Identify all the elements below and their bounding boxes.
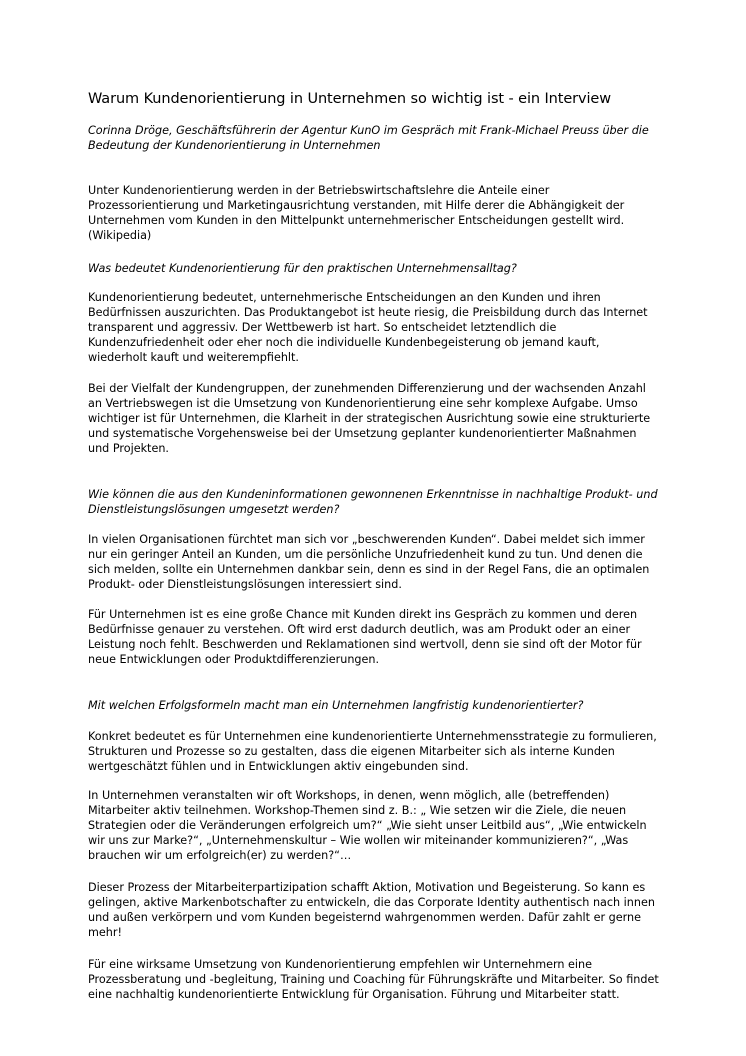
section-3-paragraph-4: Für eine wirksame Umsetzung von Kundenorientierung empfehlen wir Unternehmern eine Prozessberatung und -begleitung, Training und Coaching für Führungskräfte und Mitarbeiter. So findet eine nachhaltig kundenorientierte Entwicklung für Organisation. Führung und Mitarbeiter statt. <box>88 958 659 1001</box>
section-1-paragraph-1: Kundenorientierung bedeutet, unternehmerische Entscheidungen an den Kunden und ihren Bedürfnissen auszurichten. Das Produktangebot ist heute riesig, die Preisbildung durch das Internet transparent und aggressiv. Der Wettbewerb ist hart. So entscheidet letztendlich die Kundenzufriedenheit oder eher noch die individuelle Kundenbegeisterung ob jemand kauft, wiederholt kauft und weiterempfiehlt. <box>88 291 648 364</box>
page-subtitle: Corinna Dröge, Geschäftsführerin der Agentur KunO im Gespräch mit Frank-Michael Preuss über die Bedeutung der Kundenorientierung in Unternehmen <box>88 124 649 152</box>
section-2-paragraph-2: Für Unternehmen ist es eine große Chance mit Kunden direkt ins Gespräch zu kommen und deren Bedürfnisse genauer zu verstehen. Oft wird erst dadurch deutlich, was am Produkt oder an einer Leistung noch fehlt. Beschwerden und Reklamationen sind wertvoll, denn sie sind oft der Motor für neue Entwicklungen oder Produktdifferenzierungen. <box>88 608 642 666</box>
section-2-question: Wie können die aus den Kundeninformationen gewonnenen Erkenntnisse in nachhaltige Produkt- und Dienstleistungslösungen umgesetzt werden? <box>88 488 658 516</box>
section-2-paragraph-1: In vielen Organisationen fürchtet man sich vor „beschwerenden Kunden“. Dabei meldet sich immer nur ein geringer Anteil an Kunden, um die persönliche Unzufriedenheit kund zu tun. Und denen die sich melden, sollte ein Unternehmen dankbar sein, denn es sind in der Regel Fans, die an optimalen Produkt- oder Dienstleistungslösungen interessiert sind. <box>88 533 650 591</box>
section-3-paragraph-1: Konkret bedeutet es für Unternehmen eine kundenorientierte Unternehmensstrategie zu formulieren, Strukturen und Prozesse so zu gestalten, dass die eigenen Mitarbeiter sich als interne Kunden wertgeschätzt fühlen und in Entwicklungen aktiv eingebunden sind. <box>88 730 657 773</box>
section-1-question: Was bedeutet Kundenorientierung für den praktischen Unternehmensalltag? <box>88 262 517 275</box>
intro-paragraph: Unter Kundenorientierung werden in der Betriebswirtschaftslehre die Anteile einer Prozessorientierung und Marketingausrichtung verstanden, mit Hilfe derer die Abhängigkeit der Unternehmen vom Kunden in den Mittelpunkt unternehmerischer Entscheidungen gestellt wird. (Wikipedia) <box>88 184 625 242</box>
section-3-paragraph-2: In Unternehmen veranstalten wir oft Workshops, in denen, wenn möglich, alle (betreffenden) Mitarbeiter aktiv teilnehmen. Workshop-Themen sind z. B.: „ Wie setzen wir die Ziele, die neuen Strategien oder die Veränderungen erfolgreich um?“ „Wie sieht unser Leitbild aus“, „Wie entwickeln wir uns zur Marke?“, „Unternehmenskultur – Wie wollen wir miteinander kommunizieren?“, „Was brauchen wir um erfolgreich(er) zu werden?“… <box>88 789 647 862</box>
section-3-question: Mit welchen Erfolgsformeln macht man ein Unternehmen langfristig kundenorientierter? <box>88 699 584 712</box>
page-title: Warum Kundenorientierung in Unternehmen so wichtig ist - ein Interview <box>88 91 612 107</box>
section-1-paragraph-2: Bei der Vielfalt der Kundengruppen, der zunehmenden Differenzierung und der wachsenden Anzahl an Vertriebswegen ist die Umsetzung von Kundenorientierung eine sehr komplexe Aufgabe. Umso wichtiger ist für Unternehmen, die Klarheit in der strategischen Ausrichtung sowie eine strukturierte und systematische Vorgehensweise bei der Umsetzung geplanter kundenorientierter Maßnahmen und Projekten. <box>88 382 651 455</box>
section-3-paragraph-3: Dieser Prozess der Mitarbeiterpartizipation schafft Aktion, Motivation und Begeisterung. So kann es gelingen, aktive Markenbotschafter zu entwickeln, die das Corporate Identity authentisch nach innen und außen verkörpern und vom Kunden begeisternd wahrgenommen werden. Dafür zahlt er gerne mehr! <box>88 881 655 939</box>
